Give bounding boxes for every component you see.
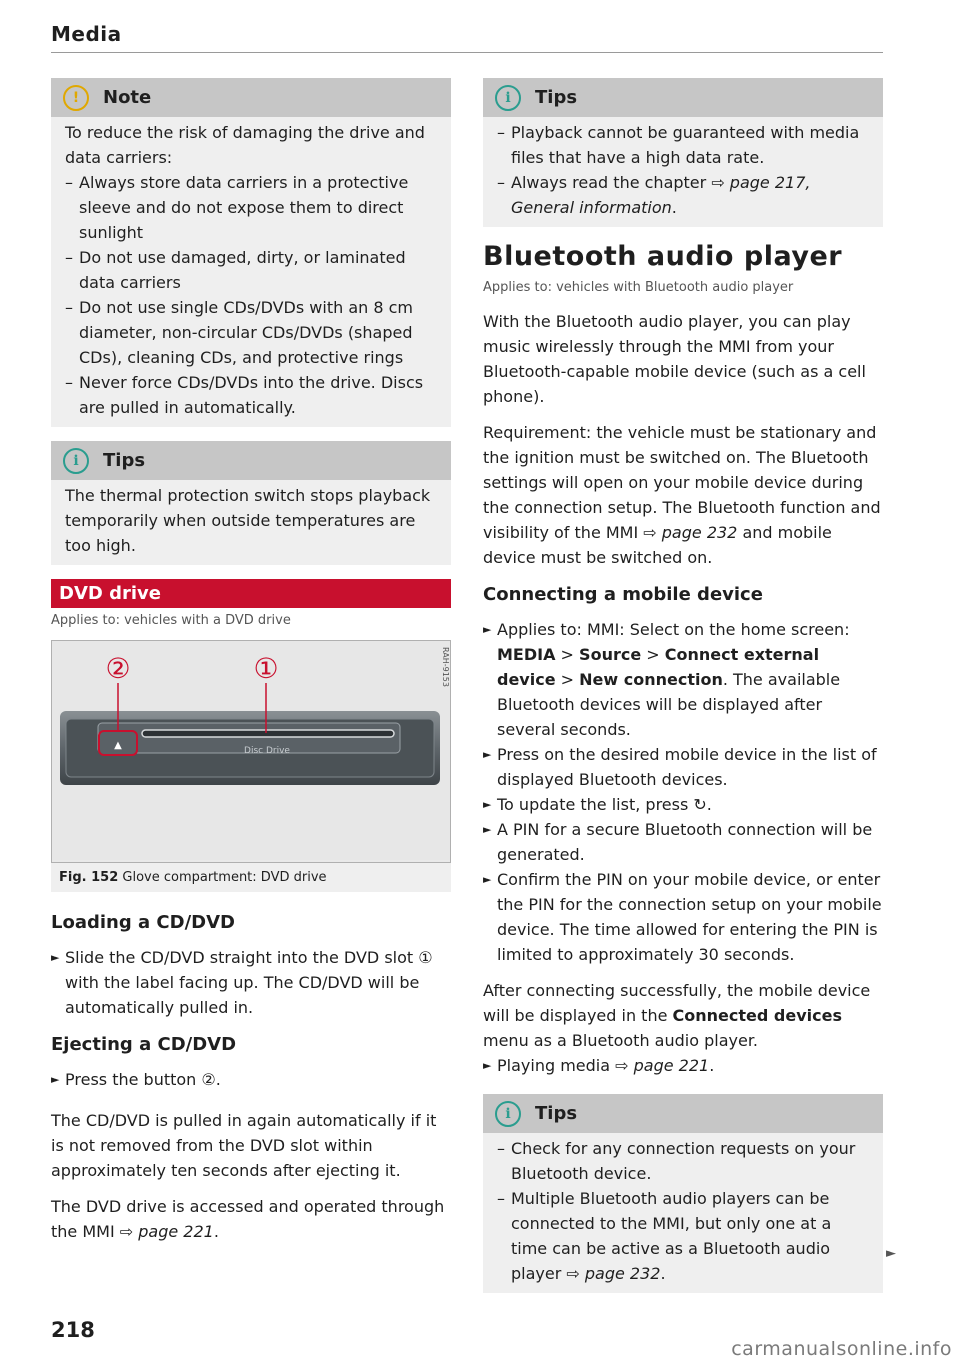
- dvd-figure: [51, 640, 451, 863]
- bluetooth-requirement: [483, 420, 883, 570]
- tips-box-body: [483, 117, 883, 227]
- dvd-access-text: The DVD drive is accessed and operated through the MMI: [51, 1197, 445, 1241]
- tips-item: [497, 1186, 869, 1286]
- after-text: After connecting successfully, the mobile device will be displayed in the: [483, 981, 871, 1025]
- info-icon: i: [495, 1101, 521, 1127]
- tips-box-header: [51, 441, 451, 480]
- note-box-title: Note: [103, 87, 152, 108]
- loading-title: Loading a CD/DVD: [51, 912, 235, 933]
- note-box-body: [51, 117, 451, 427]
- bluetooth-applies-to: Applies to: vehicles with Bluetooth audio player: [483, 280, 794, 295]
- tips-item-end: .: [660, 1264, 666, 1283]
- tips-box-title: Tips: [103, 450, 146, 471]
- note-item: – Always store data carriers in a protective sleeve and do not expose them to direct sunlight: [65, 170, 437, 245]
- eject-icon: ▲: [114, 740, 122, 751]
- note-box: [51, 78, 451, 427]
- tips-item: – Check for any connection requests on your Bluetooth device.: [497, 1136, 869, 1186]
- left-column: [51, 78, 451, 1244]
- dvd-access-paragraph: [51, 1194, 451, 1244]
- tips-item-text: Multiple Bluetooth audio players can be connected to the MMI, but only one at a time can be active as a Bluetooth audio player: [511, 1189, 832, 1283]
- callout-1: ①: [253, 652, 279, 685]
- figure-caption: [51, 863, 451, 892]
- connect-step: ► To update the list, press ↻.: [483, 792, 883, 817]
- note-item: – Do not use single CDs/DVDs with an 8 cm diameter, non-circular CDs/DVDs (shaped CDs), cleaning CDs, and protective rings: [65, 295, 437, 370]
- tips-item-end: .: [671, 198, 677, 217]
- playing-end: .: [709, 1056, 715, 1075]
- tips-box-body: [483, 1133, 883, 1293]
- warning-icon: !: [63, 85, 89, 111]
- tips-box-playback: [483, 78, 883, 227]
- header-divider: [51, 52, 883, 53]
- tips-box-thermal: [51, 441, 451, 565]
- note-intro: To reduce the risk of damaging the drive and data carriers:: [65, 123, 425, 167]
- continue-arrow-icon: ►: [886, 1246, 896, 1261]
- callout-2: ②: [105, 652, 131, 685]
- figure-code: RAH-9153: [441, 647, 450, 687]
- menu-path-sep: >: [555, 670, 580, 689]
- info-icon: i: [63, 448, 89, 474]
- dvd-access-end: .: [213, 1222, 219, 1241]
- requirement-end: and mobile device must be switched on.: [483, 523, 832, 567]
- watermark: carmanualsonline.info: [731, 1338, 952, 1360]
- menu-path-media: MEDIA: [497, 645, 556, 664]
- right-column: [483, 78, 883, 1307]
- dvd-applies-to: Applies to: vehicles with a DVD drive: [51, 613, 291, 628]
- bluetooth-intro: With the Bluetooth audio player, you can play music wirelessly through the MMI from your Bluetooth-capable mobile device (such as a cell phone).: [483, 312, 866, 406]
- page-ref-link[interactable]: ⇨ page 221: [119, 1222, 214, 1241]
- connect-step: ► Confirm the PIN on your mobile device, or enter the PIN for the connection setup on your mobile device. The time allowed for entering the PIN is limited to approximately 30 seconds.: [483, 867, 883, 967]
- connect-step: [483, 617, 883, 742]
- page-ref-link[interactable]: ⇨ page 217, General information: [511, 173, 811, 217]
- info-icon: i: [495, 85, 521, 111]
- connect-step: ► Press on the desired mobile device in the list of displayed Bluetooth devices.: [483, 742, 883, 792]
- dvd-drive-illustration: [52, 641, 450, 860]
- connect-step: ► A PIN for a secure Bluetooth connection will be generated.: [483, 817, 883, 867]
- after-end: menu as a Bluetooth audio player.: [483, 1031, 759, 1050]
- connect-step-text: Applies to: MMI: Select on the home screen:: [497, 620, 850, 639]
- menu-path-connect-external: Connect external device: [497, 645, 820, 689]
- playing-media-step: [483, 1053, 883, 1078]
- note-item: – Never force CDs/DVDs into the drive. Discs are pulled in automatically.: [65, 370, 437, 420]
- tips-box-body: [51, 480, 451, 565]
- tips-text: The thermal protection switch stops playback temporarily when outside temperatures are too high.: [65, 486, 431, 555]
- page-ref-link[interactable]: ⇨ page 221: [615, 1056, 710, 1075]
- note-item: – Do not use damaged, dirty, or laminated data carriers: [65, 245, 437, 295]
- tips-box-bluetooth: [483, 1094, 883, 1293]
- tips-item: – Playback cannot be guaranteed with media files that have a high data rate.: [497, 120, 869, 170]
- menu-path-new-connection: New connection: [579, 670, 723, 689]
- requirement-text: Requirement: the vehicle must be stationary and the ignition must be switched on. The Bluetooth settings will open on your mobile device during the connection setup. The Bluetooth function and visibility of the MMI: [483, 423, 881, 542]
- dvd-section-title: DVD drive: [51, 579, 451, 608]
- connecting-title: Connecting a mobile device: [483, 584, 763, 605]
- menu-path-sep: >: [555, 645, 580, 664]
- tips-box-header: [483, 1094, 883, 1133]
- figure-caption-label: Fig. 152: [59, 870, 119, 885]
- tips-item-text: Always read the chapter: [511, 173, 712, 192]
- tips-box-header: [483, 78, 883, 117]
- disc-slot: [142, 730, 394, 737]
- disc-drive-label: Disc Drive: [244, 746, 290, 756]
- playing-text: Playing media: [497, 1056, 616, 1075]
- ejecting-paragraph: The CD/DVD is pulled in again automatically if it is not removed from the DVD slot within approximately ten seconds after ejecting it.: [51, 1111, 437, 1180]
- page-ref-link[interactable]: ⇨ page 232: [566, 1264, 661, 1283]
- menu-path-source: Source: [579, 645, 642, 664]
- menu-path-sep: >: [641, 645, 665, 664]
- bluetooth-section-title: Bluetooth audio player: [483, 241, 843, 272]
- tips-box-title: Tips: [535, 1103, 578, 1124]
- tips-item: [497, 170, 869, 220]
- page-number: 218: [51, 1318, 95, 1342]
- figure-caption-text: Glove compartment: DVD drive: [122, 870, 327, 885]
- note-box-header: [51, 78, 451, 117]
- ejecting-step: ► Press the button ②.: [51, 1067, 451, 1092]
- ejecting-title: Ejecting a CD/DVD: [51, 1034, 237, 1055]
- page-ref-link[interactable]: ⇨ page 232: [643, 523, 738, 542]
- page-header-title: Media: [51, 22, 122, 46]
- tips-box-title: Tips: [535, 87, 578, 108]
- connect-step-end: . The available Bluetooth devices will be displayed after several seconds.: [497, 670, 841, 739]
- connected-devices-menu: Connected devices: [672, 1006, 842, 1025]
- after-connecting-paragraph: [483, 978, 883, 1053]
- loading-step: ► Slide the CD/DVD straight into the DVD slot ① with the label facing up. The CD/DVD will be automatically pulled in.: [51, 945, 451, 1020]
